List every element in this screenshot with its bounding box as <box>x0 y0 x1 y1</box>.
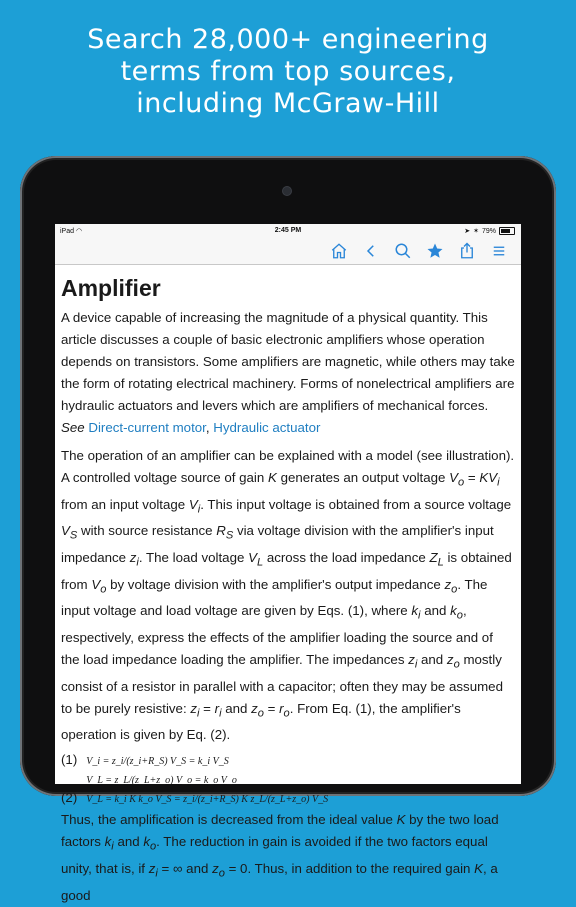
text: . From Eq. (1), the amplifier's operation is given by Eq. (2). <box>61 700 461 743</box>
symbol: $KV_i$ <box>479 470 500 489</box>
symbol: $z_o$ <box>212 860 225 880</box>
link-direct-current-motor[interactable]: Direct-current motor <box>88 420 206 435</box>
battery-icon <box>499 227 515 235</box>
symbol: $z_i$ <box>190 700 200 720</box>
back-chevron-icon[interactable] <box>359 239 383 263</box>
toolbar <box>55 238 521 265</box>
text: generates an output voltage <box>280 470 446 485</box>
equation-2-number: (2) <box>61 790 78 806</box>
text: via voltage division with the amplifier's input impedance <box>61 523 494 565</box>
symbol: K <box>474 860 484 876</box>
text: and <box>117 834 140 850</box>
text: mostly consist of a resistor in parallel with a capacitor; often they may be assumed to be purely resistive: <box>61 651 503 716</box>
text: and <box>225 700 248 716</box>
symbol: $k_o$ <box>450 603 463 622</box>
symbol: $z_o$ <box>251 700 264 720</box>
symbol: $k_i$ <box>411 603 421 622</box>
symbol: $z_i$ <box>408 651 418 671</box>
promo-headline <box>0 24 576 120</box>
text: . The reduction in gain is avoided if the two factors equal unity, that is, if <box>61 834 488 876</box>
star-icon[interactable] <box>423 239 447 263</box>
symbol: $V_o$ <box>449 470 465 489</box>
bluetooth-icon: ✶ <box>473 228 479 235</box>
text: . The load voltage <box>138 549 245 565</box>
symbol: $r_i$ <box>214 700 222 720</box>
symbol: $V_o$ <box>91 576 107 596</box>
symbol: $V_i$ <box>188 496 201 516</box>
symbol: $z_o$ <box>446 651 460 671</box>
equation-1 <box>61 752 515 769</box>
headline-line-3: including McGraw-Hill <box>136 88 440 119</box>
camera-icon <box>283 187 291 195</box>
symbol: $z_i$ <box>148 860 158 880</box>
text: from an input voltage <box>61 496 186 512</box>
text: across the load impedance <box>266 549 426 565</box>
article-amplification-paragraph: Thus, the amplification is decreased from the ideal value K by the two load factors $k_i$ and $k_o$. The reduction in gain is avoided if the two factors equal unity, that is, if $z_i$ = ∞ and $z_o = 0$. Thus, in addition to the required gain K, a good <box>61 812 499 903</box>
text: . This input voltage is obtained from a source voltage <box>200 496 512 512</box>
equation-1-line-1: V_i = z_i/(z_i+R_S) V_S = k_i V_S <box>86 756 229 768</box>
headline-line-1: Search 28,000+ engineering <box>87 24 489 55</box>
location-icon: ➤ <box>464 228 471 235</box>
search-icon[interactable] <box>391 239 415 263</box>
symbol: $R_S$ <box>216 523 234 542</box>
symbol: $V_S$ <box>61 523 78 542</box>
article-operation-paragraph: The operation of an amplifier can be explained with a model (see illustration). A controlled voltage source of gain K generates an output voltage $V_o = KV_i$ from an input voltage $V_i$. This input voltage is obtained from a source voltage $V_S$ with source resistance $R_S$ via voltage division with the amplifier's input impedance $z_i$. The load voltage $V_L$ across the load impedance $Z_L$ is obtained from $V_o$ by voltage division with the amplifier's output impedance $z_o$. The input voltage and load voltage are given by Eqs. (1), where $k_i$ and $k_o$, respectively, express the effects of the amplifier loading the source and of the load impedance loading the amplifier. The impedances $z_i$ and $z_o$ mostly consist of a resistor in parallel with a capacitor; often they may be assumed to be purely resistive: $z_i = r_i$ and $z_o = r_o$. From Eq. (1), the amplifier's operation is given by Eq. (2). <box>61 448 515 743</box>
article-intro <box>61 307 515 439</box>
text: with source resistance <box>80 523 213 539</box>
text: and <box>186 860 209 876</box>
symbol: $r_o$ <box>279 700 290 720</box>
share-icon[interactable] <box>455 239 479 263</box>
symbol: $k_o$ <box>143 834 157 853</box>
symbol: $z_i$ <box>129 549 139 569</box>
equation-1-continued <box>61 771 515 788</box>
symbol: $z_o$ <box>444 576 458 596</box>
see-label: See <box>61 420 85 435</box>
text: The operation of an amplifier can be explained with a model (see illustration). A controlled voltage source of gain <box>61 448 515 485</box>
home-icon[interactable] <box>327 239 351 263</box>
text: and <box>424 603 447 619</box>
equation-2 <box>61 790 515 807</box>
status-device-label: iPad <box>60 228 75 235</box>
battery-percent: 79% <box>481 227 496 235</box>
status-time: 2:45 PM <box>274 227 302 234</box>
link-hydraulic-actuator[interactable]: Hydraulic actuator <box>213 420 321 435</box>
status-bar <box>55 224 521 238</box>
app-screen <box>55 224 521 903</box>
article-content <box>55 265 521 907</box>
status-right <box>464 227 515 235</box>
symbol: $Z_L$ <box>429 549 444 569</box>
text: by voltage division with the amplifier's output impedance <box>110 576 441 592</box>
text: , a good <box>61 860 498 903</box>
text: , respectively, express the effects of the amplifier loading the source and of the load impedance loading the amplifier. The impedances <box>61 603 493 667</box>
text: Thus, the amplification is decreased from the ideal value <box>61 812 393 828</box>
intro-text: A device capable of increasing the magnitude of a physical quantity. This article discusses a couple of basic electronic amplifiers whose operation depends on transistors. Some amplifiers are magnetic, while others may take the form of rotating electrical machinery. Forms of nonelectrical amplifiers are hydraulic actuators and levers which are amplifiers of mechanical forces. <box>61 310 515 413</box>
symbol: $V_L$ <box>248 549 264 569</box>
equation-2-line: V_L = k_i K k_o V_S = z_i/(z_i+R_S) K z_L/(z_L+z_o) V_S <box>86 794 329 806</box>
link-separator: , <box>205 420 210 435</box>
equation-1-number: (1) <box>61 752 78 768</box>
headline-line-2: terms from top sources, <box>120 56 456 87</box>
text: . The input voltage and load voltage are given by Eqs. (1), where <box>61 576 488 619</box>
symbol: K <box>267 470 277 485</box>
text: by the two load factors <box>61 812 499 850</box>
text: is obtained from <box>61 549 512 592</box>
symbol: $k_i$ <box>104 834 114 853</box>
symbol: K <box>396 812 406 828</box>
wifi-icon: ◠ <box>75 228 83 235</box>
text: and <box>421 651 444 667</box>
menu-icon[interactable] <box>487 239 511 263</box>
equation-1-line-2: V_L = z_L/(z_L+z_o) V_o = k_o V_o <box>86 775 237 787</box>
article-title: Amplifier <box>61 275 161 301</box>
text: . Thus, in addition to the required gain <box>247 860 471 876</box>
